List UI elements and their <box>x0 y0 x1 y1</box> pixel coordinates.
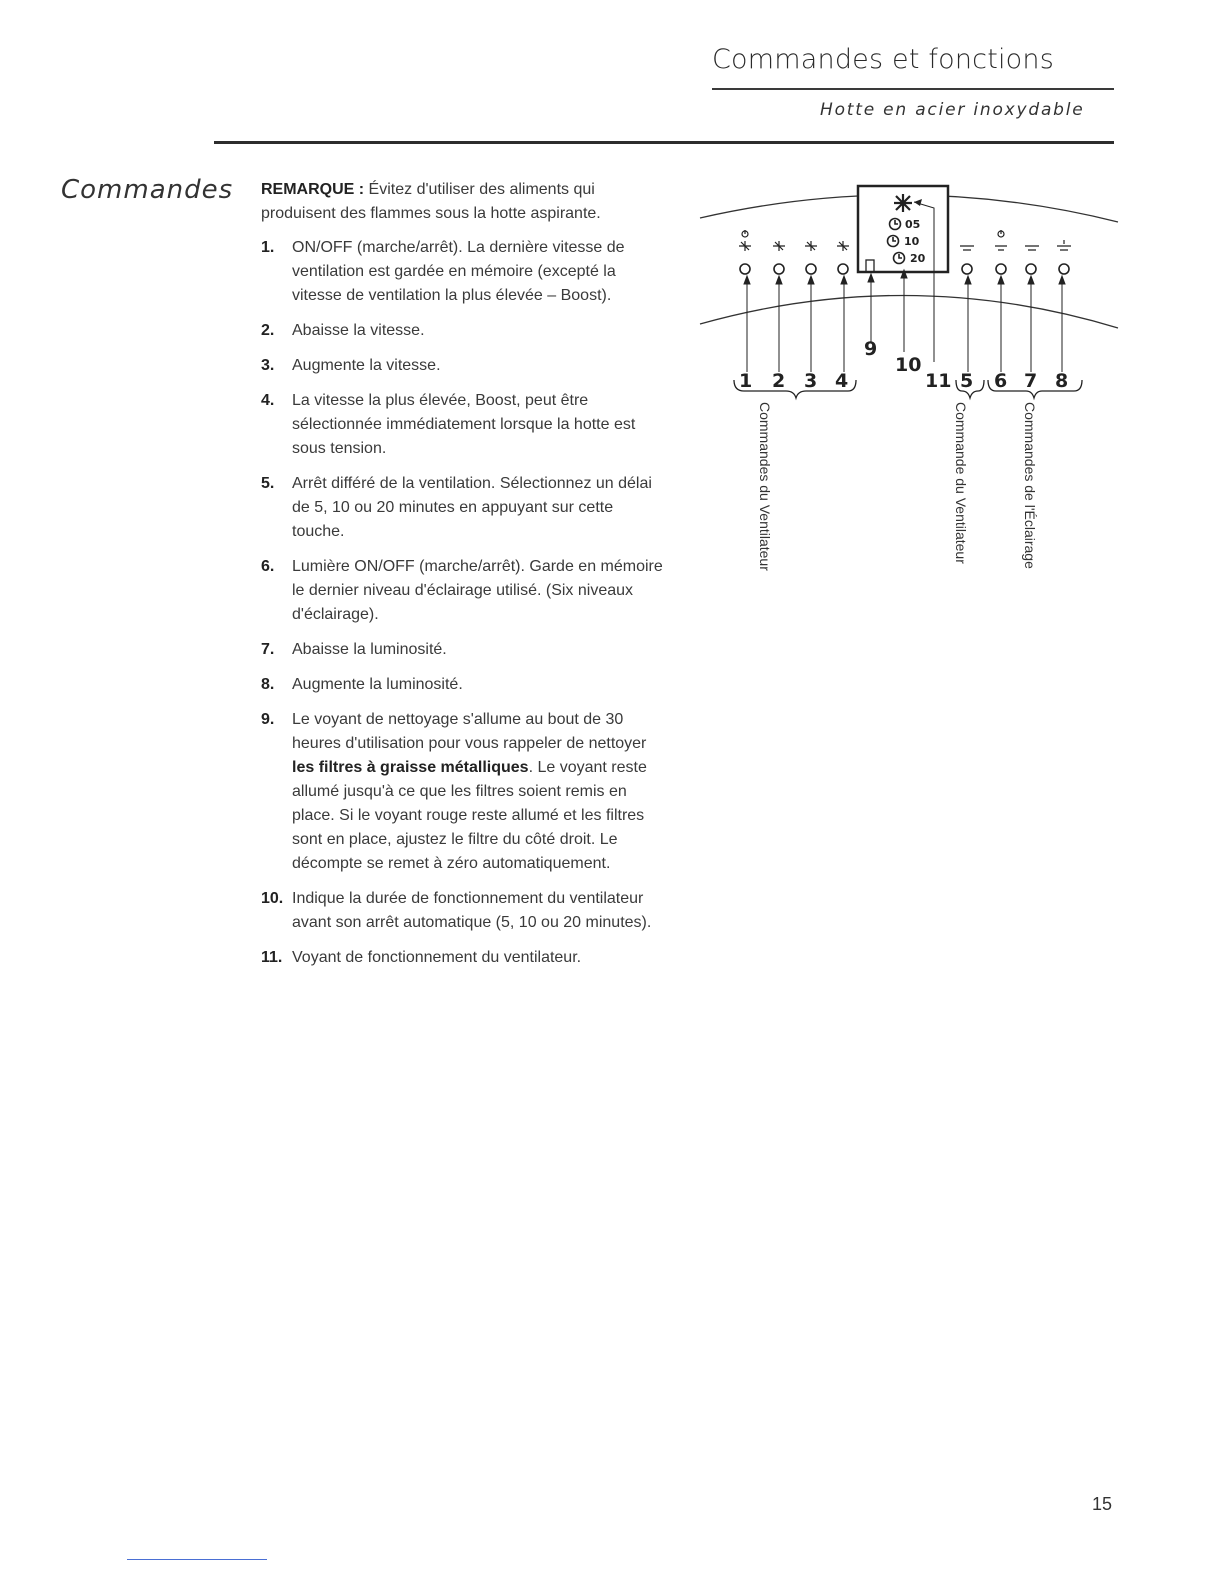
control-panel-diagram <box>690 180 1130 600</box>
item-number: 7. <box>261 641 275 658</box>
item-text: Augmente la luminosité. <box>292 676 463 693</box>
page-number: 15 <box>1092 1494 1113 1514</box>
item-text: Lumière ON/OFF (marche/arrêt). Garde en mémoire le dernier niveau d'éclairage utilisé. (Six niveaux d'éclairage). <box>292 558 663 623</box>
callout-7: 7 <box>1024 370 1038 392</box>
controls-description <box>261 178 669 981</box>
list-item <box>261 236 669 308</box>
controls-list <box>261 236 669 970</box>
item-number: 4. <box>261 392 275 409</box>
timer-label-10: 10 <box>904 235 920 248</box>
timer-label-20: 20 <box>910 252 926 265</box>
button-2 <box>774 264 784 274</box>
callout-3: 3 <box>804 370 818 392</box>
list-item <box>261 555 669 627</box>
callout-1: 1 <box>739 370 753 392</box>
list-item <box>261 946 669 970</box>
item-number: 2. <box>261 322 275 339</box>
filter-indicator-icon <box>894 194 912 212</box>
item-text-after: . Le voyant reste allumé jusqu'à ce que les filtres soient remis en place. Si le voyant rouge reste allumé et les filtres sont en place, ajustez le filtre du côté droit. Le décompte se remet à zéro automatiquement. <box>292 759 647 872</box>
fan-boost-icon <box>837 241 849 251</box>
page-header-title: Commandes et fonctions <box>712 44 1054 75</box>
item-number: 3. <box>261 357 275 374</box>
list-item <box>261 319 669 343</box>
callout-10: 10 <box>895 354 922 376</box>
item-text: Indique la durée de fonctionnement du ventilateur avant son arrêt automatique (5, 10 ou 20 minutes). <box>292 890 652 931</box>
list-item <box>261 887 669 935</box>
button-7 <box>1026 264 1036 274</box>
item-number: 9. <box>261 711 275 728</box>
callout-4: 4 <box>835 370 849 392</box>
group-label-light-controls: Commandes de l'Éclairage <box>1022 402 1038 569</box>
item-text: Arrêt différé de la ventilation. Sélectionnez un délai de 5, 10 ou 20 minutes en appuyant sur cette touche. <box>292 475 652 540</box>
main-divider <box>214 141 1114 144</box>
button-4 <box>838 264 848 274</box>
fan-high-icon <box>805 241 817 251</box>
list-item <box>261 389 669 461</box>
item-number: 6. <box>261 558 275 575</box>
item-number: 8. <box>261 676 275 693</box>
list-item <box>261 708 669 876</box>
item-text: La vitesse la plus élevée, Boost, peut être sélectionnée immédiatement lorsque la hotte est sous tension. <box>292 392 636 457</box>
note-label: REMARQUE : <box>261 181 365 198</box>
item-text: Augmente la vitesse. <box>292 357 441 374</box>
page-header-subtitle: Hotte en acier inoxydable <box>820 100 1085 120</box>
list-item <box>261 673 669 697</box>
panel-bottom-curve <box>700 295 1118 328</box>
callout-8: 8 <box>1055 370 1069 392</box>
group-label-fan-timer: Commande du Ventilateur <box>953 402 969 564</box>
callout-11: 11 <box>925 370 952 392</box>
fan-low-icon <box>773 241 785 251</box>
list-item <box>261 472 669 544</box>
item-text: ON/OFF (marche/arrêt). La dernière vitesse de ventilation est gardée en mémoire (excepté la vitesse de ventilation la plus élevée – Boost). <box>292 239 625 304</box>
item-text: Abaisse la vitesse. <box>292 322 425 339</box>
button-3 <box>806 264 816 274</box>
button-5 <box>962 264 972 274</box>
item-number: 1. <box>261 239 275 256</box>
item-text: Voyant de fonctionnement du ventilateur. <box>292 949 582 966</box>
list-item <box>261 638 669 662</box>
fan-power-icon <box>739 230 751 251</box>
callout-6: 6 <box>994 370 1008 392</box>
light-high-icon <box>1057 240 1071 250</box>
button-1 <box>740 264 750 274</box>
callout-5: 5 <box>960 370 974 392</box>
item-number: 5. <box>261 475 275 492</box>
section-title: Commandes <box>61 175 234 205</box>
item-number: 11. <box>261 949 283 966</box>
light-power-icon <box>960 230 1007 250</box>
button-6 <box>996 264 1006 274</box>
group-label-fan-controls: Commandes du Ventilateur <box>757 402 773 571</box>
timer-label-05: 05 <box>905 218 921 231</box>
button-8 <box>1059 264 1069 274</box>
note-paragraph <box>261 178 669 226</box>
footer-rule <box>127 1559 267 1560</box>
callout-2: 2 <box>772 370 786 392</box>
item-text-bold: les filtres à graisse métalliques <box>292 759 529 776</box>
header-rule <box>712 88 1114 90</box>
callout-9: 9 <box>864 338 878 360</box>
list-item <box>261 354 669 378</box>
item-text: Abaisse la luminosité. <box>292 641 447 658</box>
light-low-icon <box>1025 246 1039 250</box>
item-number: 10. <box>261 890 284 907</box>
item-text-before: Le voyant de nettoyage s'allume au bout de 30 heures d'utilisation pour vous rappeler de nettoyer <box>292 711 647 752</box>
note-text: Évitez d'utiliser des aliments qui produisent des flammes sous la hotte aspirante. <box>261 181 601 222</box>
